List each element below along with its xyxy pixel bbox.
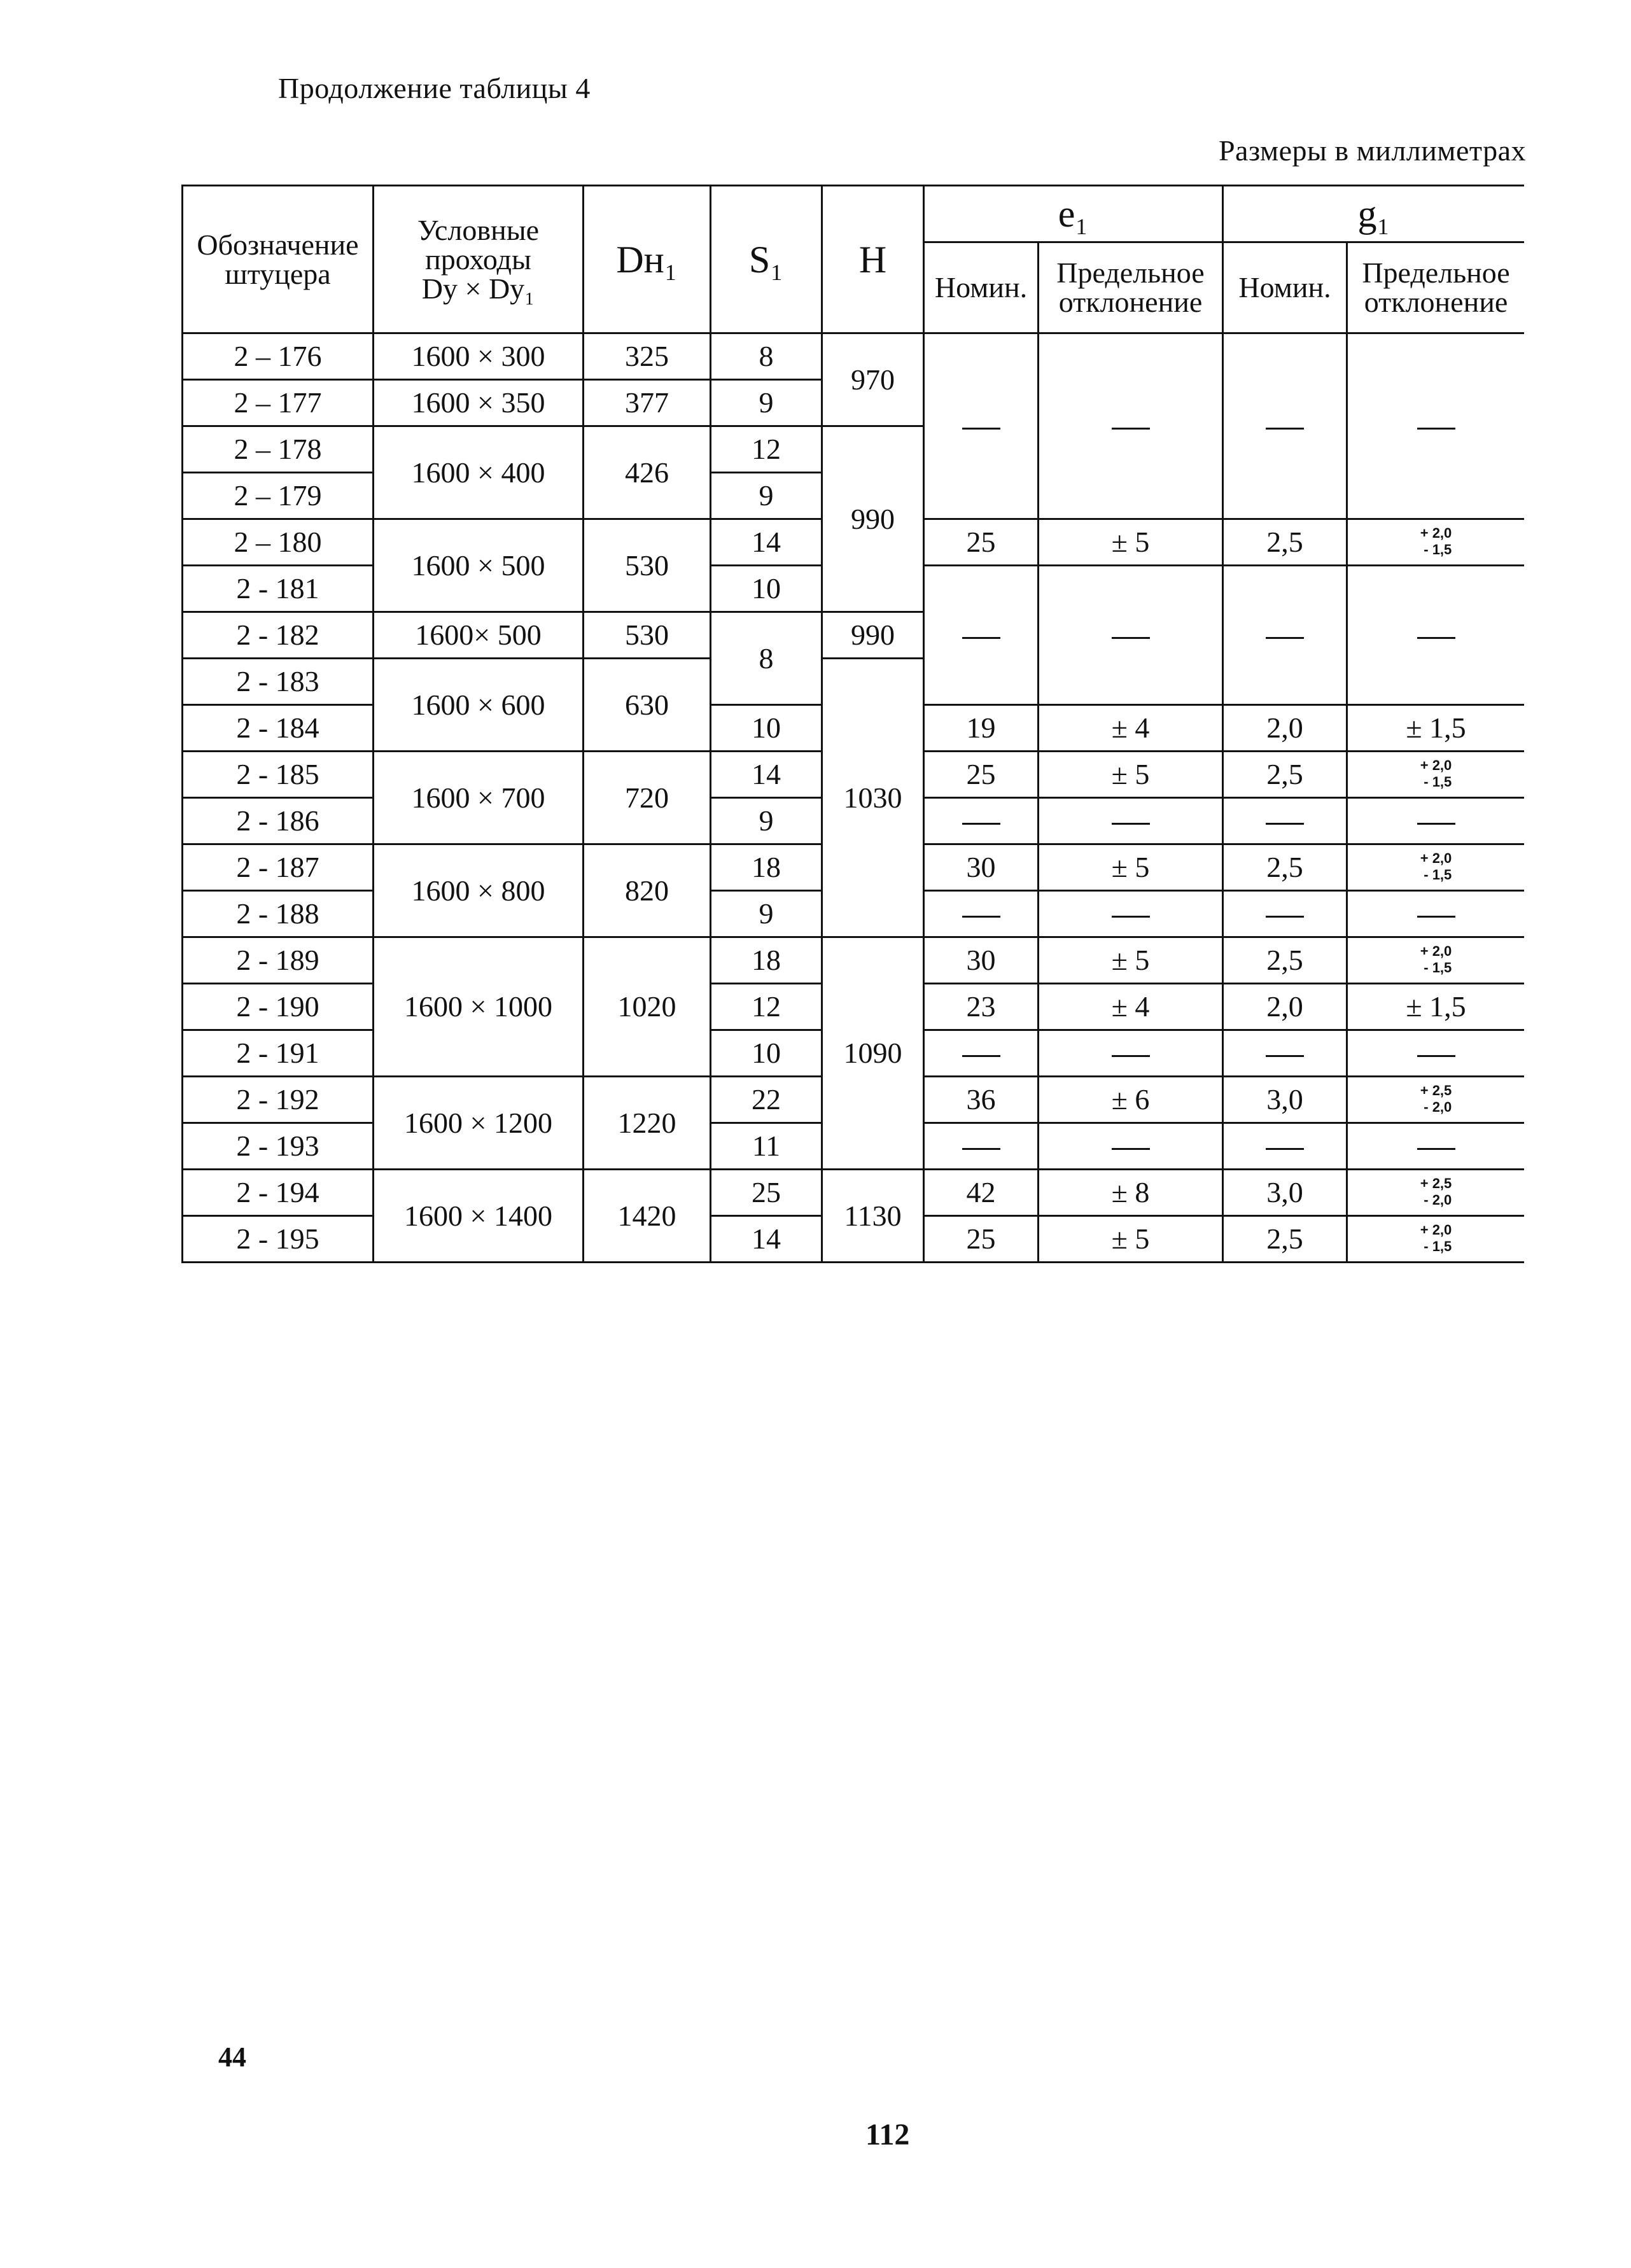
cell-h: 1090 xyxy=(822,937,924,1170)
cell-e-deviation: ± 4 xyxy=(1039,984,1223,1030)
cell-e-nominal xyxy=(924,333,1039,519)
cell-e-deviation xyxy=(1039,891,1223,937)
dash-mark xyxy=(1112,428,1150,430)
cell-passage: 1600 × 300 xyxy=(374,333,584,380)
cell-g-nominal: 2,5 xyxy=(1223,844,1347,891)
dash-mark xyxy=(1266,823,1304,825)
dash-mark xyxy=(1112,1055,1150,1057)
cell-g-deviation: ± 1,5 xyxy=(1347,984,1525,1030)
row-designation: 2 - 192 xyxy=(183,1077,374,1123)
row-designation: 2 - 187 xyxy=(183,844,374,891)
cell-dn: 325 xyxy=(584,333,711,380)
cell-passage: 1600 × 800 xyxy=(374,844,584,937)
header-g: g₁ xyxy=(1223,186,1525,242)
dash-mark xyxy=(1112,1148,1150,1150)
cell-g-nominal: 3,0 xyxy=(1223,1077,1347,1123)
dash-mark xyxy=(1417,428,1455,430)
cell-dn: 426 xyxy=(584,426,711,519)
row-designation: 2 - 189 xyxy=(183,937,374,984)
dash-mark xyxy=(1417,637,1455,639)
header-passage xyxy=(374,186,584,333)
cell-e-deviation: ± 6 xyxy=(1039,1077,1223,1123)
cell-g-deviation xyxy=(1347,333,1525,519)
cell-dn: 630 xyxy=(584,659,711,752)
row-designation: 2 – 177 xyxy=(183,380,374,426)
dash-mark xyxy=(1266,1055,1304,1057)
cell-s: 10 xyxy=(711,566,822,612)
cell-e-nominal xyxy=(924,566,1039,705)
units-note: Размеры в миллиметрах xyxy=(1218,134,1526,167)
tolerance-stack xyxy=(1420,850,1452,883)
tolerance-stack xyxy=(1420,757,1452,790)
cell-e-nominal: 25 xyxy=(924,752,1039,798)
cell-g-deviation: ± 1,5 xyxy=(1347,705,1525,752)
cell-s: 14 xyxy=(711,519,822,566)
row-designation: 2 – 180 xyxy=(183,519,374,566)
table-row xyxy=(183,937,1525,984)
tolerance-lower: - 2,0 xyxy=(1424,1098,1452,1115)
tolerance-stack xyxy=(1420,1175,1452,1208)
cell-dn: 1020 xyxy=(584,937,711,1077)
cell-g-deviation xyxy=(1347,519,1525,566)
dash-mark xyxy=(1266,1148,1304,1150)
cell-e-deviation xyxy=(1039,1030,1223,1077)
dash-mark xyxy=(1417,1055,1455,1057)
cell-h: 990 xyxy=(822,612,924,659)
fittings-table xyxy=(181,185,1524,1263)
cell-passage: 1600 × 350 xyxy=(374,380,584,426)
tolerance-upper: + 2,0 xyxy=(1420,525,1452,542)
cell-e-nominal: 25 xyxy=(924,1216,1039,1263)
header-g-nominal: Номин. xyxy=(1223,242,1347,333)
dash-mark xyxy=(1266,637,1304,639)
row-designation: 2 - 188 xyxy=(183,891,374,937)
row-designation: 2 - 184 xyxy=(183,705,374,752)
cell-e-nominal: 30 xyxy=(924,844,1039,891)
cell-g-nominal xyxy=(1223,566,1347,705)
cell-s: 9 xyxy=(711,891,822,937)
dash-mark xyxy=(1417,1148,1455,1150)
tolerance-upper: + 2,0 xyxy=(1420,850,1452,867)
cell-passage: 1600 × 400 xyxy=(374,426,584,519)
cell-s: 11 xyxy=(711,1123,822,1170)
row-designation: 2 - 191 xyxy=(183,1030,374,1077)
cell-g-nominal: 3,0 xyxy=(1223,1170,1347,1216)
cell-s: 12 xyxy=(711,426,822,473)
cell-e-nominal: 19 xyxy=(924,705,1039,752)
cell-g-deviation xyxy=(1347,1216,1525,1263)
header-passage-label: Условные проходы xyxy=(417,213,540,276)
table-row xyxy=(183,333,1525,380)
dash-mark xyxy=(962,637,1000,639)
cell-dn: 530 xyxy=(584,612,711,659)
cell-e-deviation: ± 4 xyxy=(1039,705,1223,752)
header-e-limit-deviation: Предельное отклонение xyxy=(1039,242,1223,333)
cell-e-nominal: 42 xyxy=(924,1170,1039,1216)
cell-g-nominal xyxy=(1223,333,1347,519)
cell-s: 9 xyxy=(711,473,822,519)
header-dn: Dн₁ xyxy=(584,186,711,333)
tolerance-upper: + 2,5 xyxy=(1420,1175,1452,1192)
cell-e-deviation xyxy=(1039,566,1223,705)
page-number-center: 112 xyxy=(865,2118,910,2152)
cell-g-nominal xyxy=(1223,891,1347,937)
tolerance-upper: + 2,0 xyxy=(1420,943,1452,960)
row-designation: 2 – 178 xyxy=(183,426,374,473)
cell-dn: 720 xyxy=(584,752,711,844)
header-designation: Обозначение штуцера xyxy=(183,186,374,333)
tolerance-lower: - 1,5 xyxy=(1424,866,1452,883)
cell-e-deviation xyxy=(1039,1123,1223,1170)
cell-e-nominal: 36 xyxy=(924,1077,1039,1123)
cell-passage: 1600× 500 xyxy=(374,612,584,659)
dash-mark xyxy=(962,916,1000,918)
cell-g-nominal: 2,0 xyxy=(1223,705,1347,752)
cell-s: 25 xyxy=(711,1170,822,1216)
cell-e-nominal: 30 xyxy=(924,937,1039,984)
dash-mark xyxy=(962,1055,1000,1057)
cell-s: 10 xyxy=(711,705,822,752)
cell-e-deviation: ± 5 xyxy=(1039,752,1223,798)
row-designation: 2 - 194 xyxy=(183,1170,374,1216)
cell-e-nominal: 25 xyxy=(924,519,1039,566)
header-h: H xyxy=(822,186,924,333)
cell-e-nominal xyxy=(924,798,1039,844)
cell-e-nominal xyxy=(924,1123,1039,1170)
tolerance-lower: - 1,5 xyxy=(1424,1238,1452,1254)
cell-passage: 1600 × 1200 xyxy=(374,1077,584,1170)
tolerance-lower: - 1,5 xyxy=(1424,959,1452,976)
cell-g-nominal xyxy=(1223,1030,1347,1077)
table-continuation-caption: Продолжение таблицы 4 xyxy=(278,72,591,104)
header-e-nominal: Номин. xyxy=(924,242,1039,333)
header-e: e₁ xyxy=(924,186,1223,242)
cell-dn: 1220 xyxy=(584,1077,711,1170)
cell-s: 8 xyxy=(711,333,822,380)
row-designation: 2 – 179 xyxy=(183,473,374,519)
cell-g-deviation xyxy=(1347,566,1525,705)
table-container xyxy=(181,185,1524,1299)
cell-g-nominal xyxy=(1223,798,1347,844)
page-number-left: 44 xyxy=(218,2041,246,2073)
cell-s: 9 xyxy=(711,380,822,426)
cell-s: 10 xyxy=(711,1030,822,1077)
tolerance-upper: + 2,0 xyxy=(1420,1222,1452,1238)
cell-g-nominal: 2,5 xyxy=(1223,937,1347,984)
row-designation: 2 - 195 xyxy=(183,1216,374,1263)
cell-passage: 1600 × 700 xyxy=(374,752,584,844)
dash-mark xyxy=(962,428,1000,430)
cell-s: 9 xyxy=(711,798,822,844)
tolerance-upper: + 2,0 xyxy=(1420,757,1452,774)
cell-s: 14 xyxy=(711,1216,822,1263)
cell-g-deviation xyxy=(1347,798,1525,844)
tolerance-stack xyxy=(1420,943,1452,976)
dash-mark xyxy=(962,823,1000,825)
row-designation: 2 – 176 xyxy=(183,333,374,380)
cell-g-deviation xyxy=(1347,1077,1525,1123)
cell-g-deviation xyxy=(1347,1170,1525,1216)
tolerance-lower: - 2,0 xyxy=(1424,1191,1452,1208)
cell-s: 12 xyxy=(711,984,822,1030)
dash-mark xyxy=(1266,428,1304,430)
tolerance-stack xyxy=(1420,1222,1452,1254)
cell-passage: 1600 × 1000 xyxy=(374,937,584,1077)
cell-h: 990 xyxy=(822,426,924,612)
cell-g-deviation xyxy=(1347,844,1525,891)
dash-mark xyxy=(1112,637,1150,639)
tolerance-upper: + 2,5 xyxy=(1420,1082,1452,1099)
row-designation: 2 - 185 xyxy=(183,752,374,798)
row-designation: 2 - 193 xyxy=(183,1123,374,1170)
tolerance-stack xyxy=(1420,1082,1452,1115)
cell-g-deviation xyxy=(1347,937,1525,984)
cell-passage: 1600 × 500 xyxy=(374,519,584,612)
row-designation: 2 - 190 xyxy=(183,984,374,1030)
cell-s: 8 xyxy=(711,612,822,705)
dash-mark xyxy=(1417,823,1455,825)
header-g-limit-deviation: Предельное отклонение xyxy=(1347,242,1525,333)
cell-g-deviation xyxy=(1347,752,1525,798)
header-row-1 xyxy=(183,186,1525,242)
cell-e-deviation: ± 5 xyxy=(1039,937,1223,984)
cell-g-deviation xyxy=(1347,1123,1525,1170)
cell-s: 18 xyxy=(711,937,822,984)
cell-e-deviation: ± 5 xyxy=(1039,1216,1223,1263)
cell-dn: 1420 xyxy=(584,1170,711,1263)
cell-e-nominal xyxy=(924,891,1039,937)
header-s: S₁ xyxy=(711,186,822,333)
tolerance-lower: - 1,5 xyxy=(1424,541,1452,557)
cell-e-deviation: ± 8 xyxy=(1039,1170,1223,1216)
cell-passage: 1600 × 600 xyxy=(374,659,584,752)
cell-s: 18 xyxy=(711,844,822,891)
cell-e-deviation xyxy=(1039,798,1223,844)
cell-g-nominal: 2,5 xyxy=(1223,519,1347,566)
cell-h: 970 xyxy=(822,333,924,426)
cell-s: 14 xyxy=(711,752,822,798)
cell-dn: 530 xyxy=(584,519,711,612)
dash-mark xyxy=(1112,916,1150,918)
cell-h: 1130 xyxy=(822,1170,924,1263)
cell-passage: 1600 × 1400 xyxy=(374,1170,584,1263)
cell-s: 22 xyxy=(711,1077,822,1123)
cell-g-deviation xyxy=(1347,1030,1525,1077)
cell-e-deviation: ± 5 xyxy=(1039,844,1223,891)
cell-g-nominal: 2,5 xyxy=(1223,1216,1347,1263)
dash-mark xyxy=(1417,916,1455,918)
dash-mark xyxy=(1266,916,1304,918)
cell-e-deviation: ± 5 xyxy=(1039,519,1223,566)
cell-g-nominal: 2,5 xyxy=(1223,752,1347,798)
row-designation: 2 - 182 xyxy=(183,612,374,659)
dash-mark xyxy=(1112,823,1150,825)
cell-e-deviation xyxy=(1039,333,1223,519)
tolerance-lower: - 1,5 xyxy=(1424,773,1452,790)
cell-h: 1030 xyxy=(822,659,924,937)
row-designation: 2 - 186 xyxy=(183,798,374,844)
tolerance-stack xyxy=(1420,525,1452,557)
cell-g-nominal xyxy=(1223,1123,1347,1170)
header-passage-sub: Dy × Dy₁ xyxy=(421,272,535,305)
dash-mark xyxy=(962,1148,1000,1150)
cell-e-nominal: 23 xyxy=(924,984,1039,1030)
cell-dn: 377 xyxy=(584,380,711,426)
table-row xyxy=(183,1170,1525,1216)
cell-e-nominal xyxy=(924,1030,1039,1077)
cell-dn: 820 xyxy=(584,844,711,937)
row-designation: 2 - 181 xyxy=(183,566,374,612)
cell-g-deviation xyxy=(1347,891,1525,937)
cell-g-nominal: 2,0 xyxy=(1223,984,1347,1030)
row-designation: 2 - 183 xyxy=(183,659,374,705)
